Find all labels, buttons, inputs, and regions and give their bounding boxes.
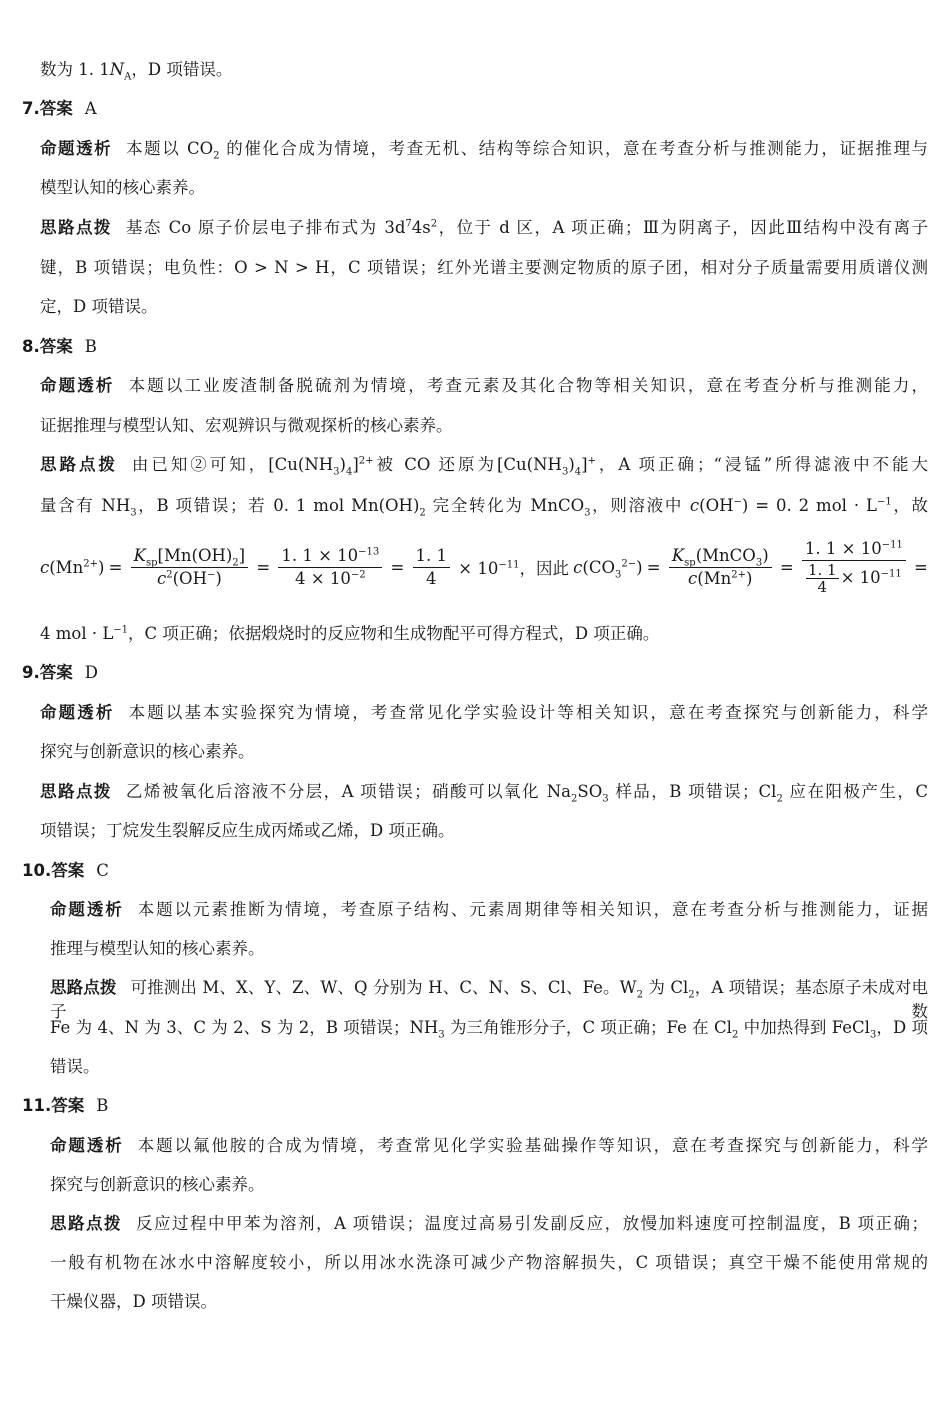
eq-fraction-ksp-mnco3: $\frac{K_{sp}(MnCO_3)}{c(Mn^{2+})}$ <box>669 546 772 589</box>
eq-sign: = <box>390 557 405 577</box>
q7-approach-line-1: 思路点拨 基态 Co 原子价层电子排布式为 $3d^74s^2$，位于 d 区，A 项正确；Ⅲ为阴离子，因此Ⅲ结构中没有离子 <box>40 218 928 237</box>
q7-intent-line-2: 模型认知的核心素养。 <box>40 178 205 197</box>
q11-intent-line-1: 命题透析 本题以氟他胺的合成为情境，考查常见化学实验基础操作等知识，意在考查探究与创新能力，科学 <box>50 1136 929 1155</box>
q11-intent-line-2: 探究与创新意识的核心素养。 <box>50 1175 265 1194</box>
q6-tail-line: 数为 1. $1N_A$，D 项错误。 <box>40 60 233 83</box>
q10-approach-line-1: 思路点拨 可推测出 M、X、Y、Z、W、Q 分别为 H、C、N、S、Cl、Fe。$W_2$ 为 $Cl_2$，A 项错误；基态原子未成对电子数 <box>50 978 928 1021</box>
eq-fraction-values: $\frac{1. 1 \times 10^{-13}}{4 \times 10^{-2}}$ <box>278 546 382 589</box>
eq-sign: = <box>914 557 928 577</box>
q11-approach-line-3: 干燥仪器，D 项错误。 <box>50 1292 217 1311</box>
q8-approach-line-1: 思路点拨 由已知②可知，$[Cu(NH_3)_4]^{2+}$被 CO 还原为$[Cu(NH_3)_4]^+$，A 项正确；“浸锰”所得滤液中不能大 <box>40 455 929 478</box>
eq-sign: = <box>256 557 271 577</box>
q10-approach-line-3: 错误。 <box>50 1057 100 1076</box>
q7-approach-line-2: 键，B 项错误；电负性：O > N > H，C 项错误；红外光谱主要测定物质的原子团，相对分子质量需要用质谱仪测 <box>40 258 928 277</box>
q7-approach-line-3: 定，D 项错误。 <box>40 297 158 316</box>
q10-approach-line-2: Fe 为 4、N 为 3、C 为 2、S 为 2，B 项错误；$NH_3$ 为三角锥形分子，C 项正确；Fe 在 $Cl_2$ 中加热得到 FeCl$_3$，D 项 <box>50 1018 928 1041</box>
q11-answer-heading: 11.答案 B <box>22 1096 109 1115</box>
q8-intent-line-2: 证据推理与模型认知、宏观辨识与微观探析的核心素养。 <box>40 416 453 435</box>
q9-intent-line-1: 命题透析 本题以基本实验探究为情境，考查常见化学实验设计等相关知识，意在考查探究与创新能力，科学 <box>40 703 929 722</box>
q8-ksp-equation <box>40 532 928 602</box>
eq-co3-term: $c(CO_3^{2-})$ <box>573 557 643 580</box>
eq-lhs: $c(Mn^{2+})$ <box>40 557 105 577</box>
eq-times-power: × $10^{-11}$，因此 <box>458 559 569 578</box>
q8-intent-line-1: 命题透析 本题以工业废渣制备脱硫剂为情境，考查元素及其化合物等相关知识，意在考查分析与推测能力， <box>40 376 929 395</box>
q9-answer-heading: 9.答案 D <box>22 663 98 682</box>
q10-intent-line-1: 命题透析 本题以元素推断为情境，考查原子结构、元素周期律等相关知识，意在考查分析与推测能力，证据 <box>50 900 929 919</box>
q7-intent-line-1: 命题透析 本题以 $CO_2$ 的催化合成为情境，考查无机、结构等综合知识，意在考查分析与推测能力，证据推理与 <box>40 139 928 162</box>
q9-intent-line-2: 探究与创新意识的核心素养。 <box>40 742 255 761</box>
q7-answer-heading: 7.答案 A <box>22 99 97 118</box>
q11-approach-line-1: 思路点拨 反应过程中甲苯为溶剂，A 项错误；温度过高易引发副反应，放慢加料速度可控制温度，B 项正确； <box>50 1214 929 1233</box>
q9-approach-line-2: 项错误；丁烷发生裂解反应生成丙烯或乙烯，D 项正确。 <box>40 821 455 840</box>
q11-approach-line-2: 一般有机物在冰水中溶解度较小，所以用冰水洗涤可减少产物溶解损失，C 项错误；真空干燥不能使用常规的 <box>50 1253 928 1272</box>
q8-approach-line-4: 4 mol · $L^{-1}$，C 项正确；依据煅烧时的反应物和生成物配平可得方程式，D 项正确。 <box>40 624 660 643</box>
eq-fraction-ksp: $\frac{K_{sp}[Mn(OH)_2]}{c^2(OH^-)}$ <box>131 546 248 589</box>
q8-approach-line-2: 量含有 $NH_3$，B 项错误；若 0. 1 mol $Mn(OH)_2$ 完全转化为 MnCO$_3$，则溶液中 c(OH−) = 0. 2 mol · $L^{-1}$，故 <box>40 496 929 519</box>
q10-intent-line-2: 推理与模型认知的核心素养。 <box>50 939 265 958</box>
eq-sign: = <box>108 557 123 577</box>
q8-answer-heading: 8.答案 B <box>22 337 97 356</box>
eq-fraction-final: 1. $1 \times 10^{-11}$ $\frac{1. 1}{4}$ × $10^{-11}$ <box>802 539 906 595</box>
eq-sign: = <box>779 557 794 577</box>
eq-fraction-simplified: $\frac{1. 1}{4}$ <box>413 546 451 589</box>
q10-answer-heading: 10.答案 C <box>22 861 109 880</box>
q9-approach-line-1: 思路点拨 乙烯被氧化后溶液不分层，A 项错误；硝酸可以氧化 $Na_2SO_3$ 样品，B 项错误；$Cl_2$ 应在阳极产生，C <box>40 782 928 805</box>
eq-sign: = <box>646 557 661 577</box>
